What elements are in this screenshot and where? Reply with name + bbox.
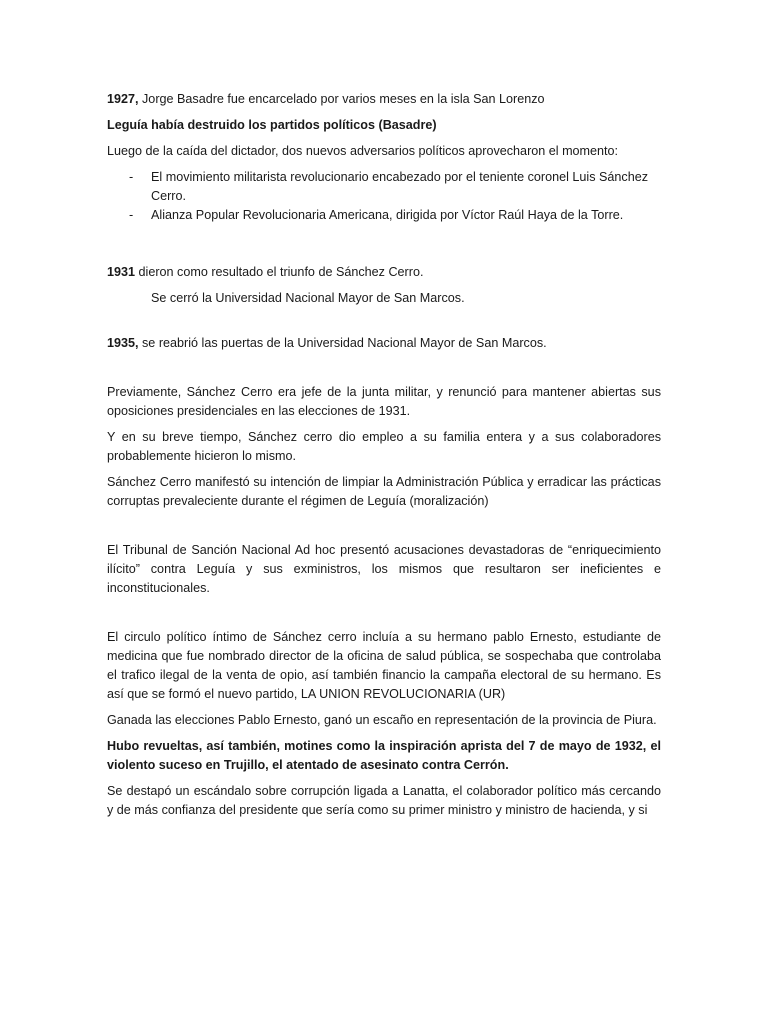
list-item <box>107 206 661 225</box>
paragraph-breve-tiempo: Y en su breve tiempo, Sánchez cerro dio empleo a su familia entera y a sus colaboradores probablemente hicieron lo mismo. <box>107 430 661 463</box>
paragraph-1931-text: dieron como resultado el triunfo de Sánchez Cerro. <box>135 265 424 279</box>
paragraph-1935 <box>107 334 661 353</box>
paragraph-1935-text: se reabrió las puertas de la Universidad Nacional Mayor de San Marcos. <box>138 336 547 350</box>
year-1927: 1927, <box>107 92 139 106</box>
list-item-text: El movimiento militarista revolucionario encabezado por el teniente coronel Luis Sánchez Cerro. <box>151 170 649 203</box>
dash-bullet: - <box>129 208 134 222</box>
paragraph-circulo-politico: El circulo político íntimo de Sánchez cerro incluía a su hermano pablo Ernesto, estudiante de medicina que fue nombrado director de la oficina de salud pública, se sospechaba que controlaba el trafico ilegal de la venta de opio, así también financio la campaña electoral de su hermano. Es así que se formó el nuevo partido, LA UNION REVOLUCIONARIA (UR) <box>107 630 661 701</box>
year-1931: 1931 <box>107 265 136 279</box>
year-1935: 1935, <box>107 336 139 350</box>
paragraph-ganada-elecciones: Ganada las elecciones Pablo Ernesto, ganó un escaño en representación de la provincia de Piura. <box>107 713 657 727</box>
paragraph-tribunal: El Tribunal de Sanción Nacional Ad hoc presentó acusaciones devastadoras de “enriquecimiento ilícito” contra Leguía y sus exministros, los mismos que resultaron ser ineficientes e inconstitucionales. <box>107 543 661 595</box>
paragraph-previamente: Previamente, Sánchez Cerro era jefe de la junta militar, y renunció para mantener abiertas sus oposiciones presidenciales en las elecciones de 1931. <box>107 385 661 418</box>
paragraph-moralizacion: Sánchez Cerro manifestó su intención de limpiar la Administración Pública y erradicar las prácticas corruptas prevaleciente durante el régimen de Leguía (moralización) <box>107 475 661 508</box>
paragraph-universidad-cerrada: Se cerró la Universidad Nacional Mayor de San Marcos. <box>151 291 465 305</box>
paragraph-1927 <box>107 90 661 109</box>
paragraph-revueltas: Hubo revueltas, así también, motines como la inspiración aprista del 7 de mayo de 1932, el violento suceso en Trujillo, el atentado de asesinato contra Cerrón. <box>107 739 661 772</box>
adversaries-list <box>107 168 661 225</box>
paragraph-1927-text: Jorge Basadre fue encarcelado por varios meses en la isla San Lorenzo <box>138 92 545 106</box>
list-item-text: Alianza Popular Revolucionaria Americana, dirigida por Víctor Raúl Haya de la Torre. <box>151 208 624 222</box>
paragraph-1931 <box>107 263 661 282</box>
list-item <box>107 168 661 206</box>
paragraph-escandalo: Se destapó un escándalo sobre corrupción ligada a Lanatta, el colaborador político más cercando y de más confianza del presidente que sería como su primer ministro y ministro de hacienda, y si <box>107 784 661 817</box>
heading-leguia: Leguía había destruido los partidos políticos (Basadre) <box>107 118 437 132</box>
paragraph-intro-adversarios: Luego de la caída del dictador, dos nuevos adversarios políticos aprovecharon el momento: <box>107 144 619 158</box>
document-page <box>107 90 661 827</box>
dash-bullet: - <box>129 170 134 184</box>
